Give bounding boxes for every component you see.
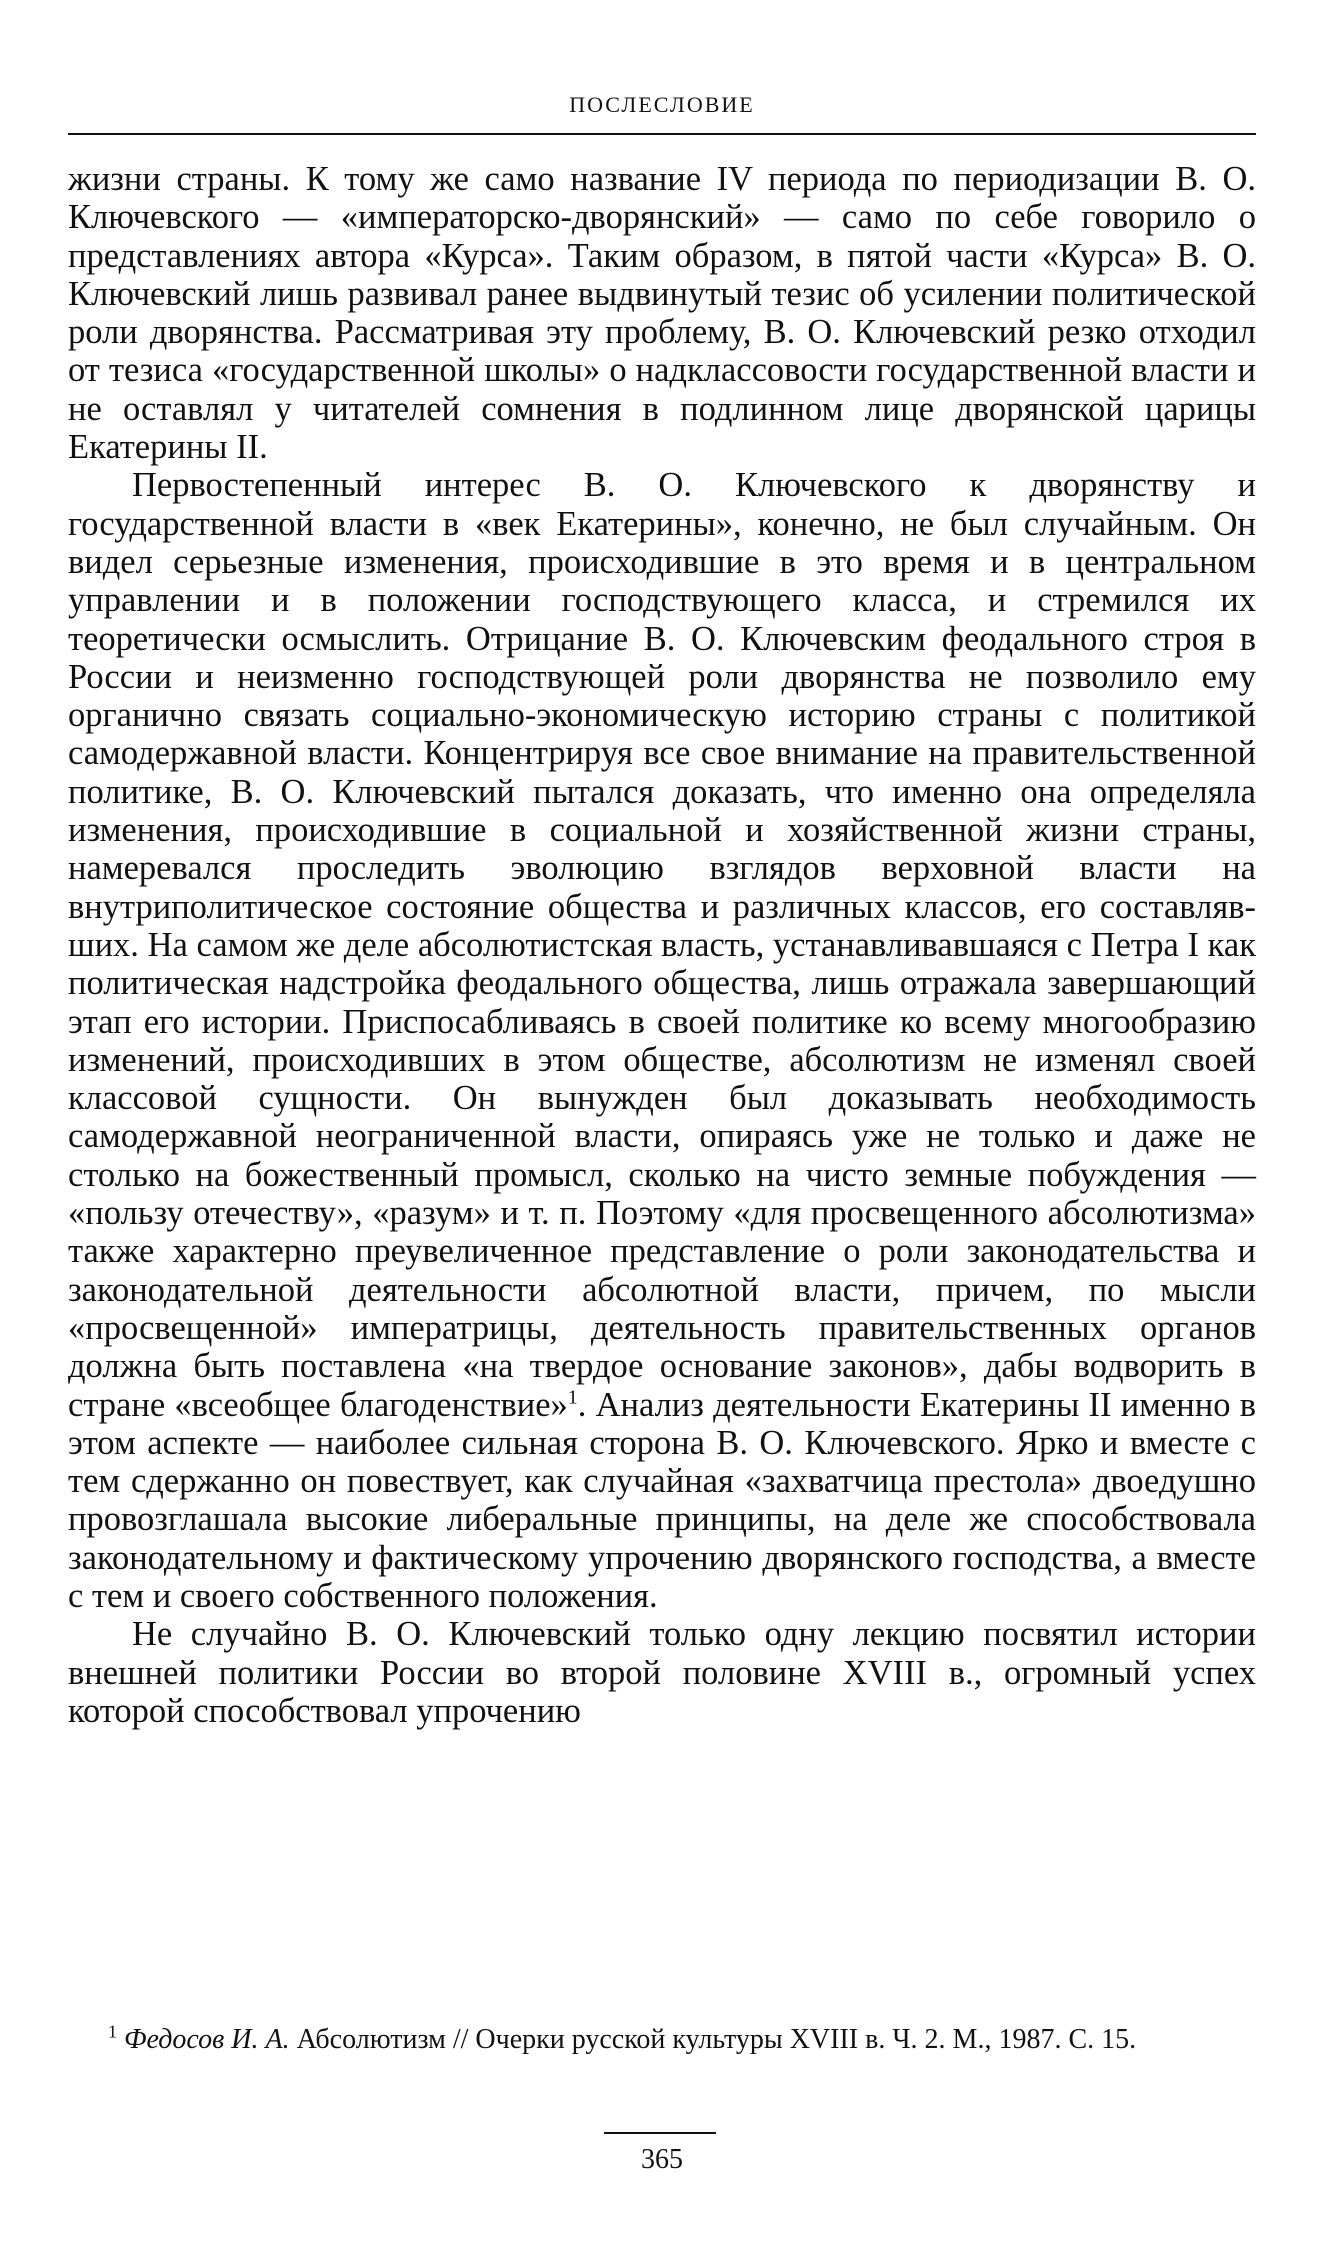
footnote-author: Федосов И. А. bbox=[124, 2024, 290, 2055]
page-number-rule bbox=[604, 2132, 716, 2134]
main-text bbox=[68, 160, 1256, 1730]
running-head: ПОСЛЕСЛОВИЕ bbox=[569, 92, 755, 117]
footnote-citation: Абсолютизм // Очерки русской культуры XVIII в. Ч. 2. М., 1987. С. 15. bbox=[289, 2024, 1137, 2055]
footnote-reference[interactable]: 1 bbox=[567, 1386, 578, 1408]
paragraph-3: Не случайно В. О. Ключевский только одну лекцию посвятил истории внешней политики России во второй половине XVIII в., огромный успех которой способствовал упрочению bbox=[68, 1615, 1256, 1730]
paragraph-2-text-continued: . Анализ деятельности Екатерины II именно в этом аспекте — наиболее сильная сторона В. О. Ключевского. Ярко и вместе с тем сдержанно он повествует, как случайная «захватчица престола» двоедушно провозглашала высокие либеральные принципы, на деле же способствовала законодательному и фактическому упрочению дворянского господства, а вместе с тем и своего собственного положения. bbox=[68, 1385, 1256, 1615]
paragraph-2 bbox=[68, 466, 1256, 1615]
page-number: 365 bbox=[641, 2144, 683, 2175]
paragraph-2-text: Первостепенный интерес В. О. Ключевского к дворянству и государственной власти в «век Екатерины», конечно, не был случайным. Он видел серьезные изменения, происходившие в это время и в центральном управлении и в положении господствующего класса, и стремился их теоретически осмыслить. Отрицание В. О. Ключевским феодального строя в России и неизменно господствующей роли дворянства не позволило ему органично связать социально-экономическую историю страны с политикой самодержавной власти. Концентрируя все свое внимание на правительственной политике, В. О. Ключевский пытался доказать, что именно она определяла изменения, происходившие в социальной и хозяйственной жизни страны, намеревался проследить эволюцию взглядов верховной власти на внутриполитическое состояние общества и различных классов, его составлявших. На самом же деле абсолютистская власть, устанавливавшаяся с Петра I как политическая надстройка феодального общества, лишь отражала завершающий этап его истории. Приспосабливаясь в своей политике ко всему многообразию изменений, происходивших в этом обществе, абсолютизм не изменял своей классовой сущности. Он вынужден был доказывать необходимость самодержавной неограниченной власти, опираясь уже не только и даже не столько на божественный промысл, сколько на чисто земные побуждения — «пользу отечеству», «разум» и т. п. Поэтому «для просвещенного абсолютизма» также характерно преувеличенное представление о роли законодательства и законодательной деятельности абсолютной власти, причем, по мысли «просвещенной» императрицы, деятельность правительственных органов должна быть поставлена «на твердое основание законов», дабы водворить в стране «всеобщее благоденствие» bbox=[68, 466, 1256, 1424]
footnote bbox=[68, 2022, 1256, 2058]
header-rule bbox=[68, 133, 1256, 135]
footnote-mark: 1 bbox=[108, 2021, 117, 2042]
paragraph-1: жизни страны. К тому же само название IV периода по периодизации В. О. Ключевского — «императорско-дворянский» — само по себе говорило о представлениях автора «Курса». Таким образом, в пятой части «Курса» В. О. Ключевский лишь развивал ранее выдвинутый тезис об усилении политической роли дворянства. Рассматривая эту проблему, В. О. Ключевский резко отходил от тезиса «государственной школы» о надклассовости государственной власти и не оставлял у читателей сомнения в подлинном лице дворянской царицы Екатерины II. bbox=[68, 160, 1256, 467]
